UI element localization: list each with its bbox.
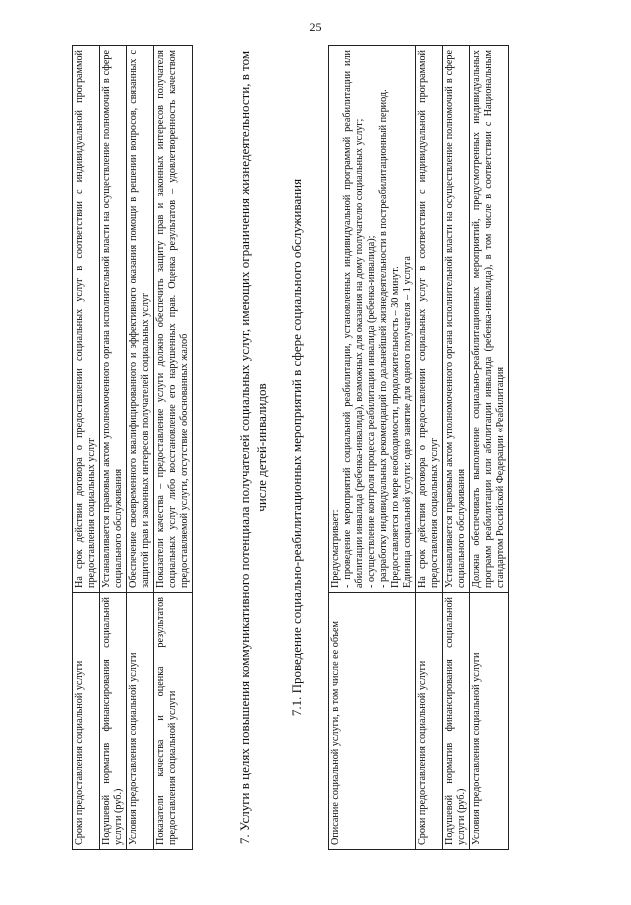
table-row <box>329 46 416 850</box>
row-label: Описание социальной услуги, в том числе ее объем <box>329 593 416 850</box>
description-line: - разработку индивидуальных рекомендаций по дальнейшей жизнедеятельности в постреабилитационный период. <box>378 89 389 588</box>
table-row <box>154 46 193 850</box>
section-7-1-heading: 7.1. Проведение социально-реабилитационных мероприятий в сфере социального обслуживания <box>289 178 304 717</box>
description-line: Предоставляется по мере необходимости, продолжительность – 30 минут. <box>390 266 401 588</box>
table-row <box>127 46 154 850</box>
description-line: - осуществление контроля процесса реабилитации инвалида (ребенка-инвалида); <box>366 235 377 588</box>
row-label: Показатели качества и оценка результатов предоставления социальной услуги <box>154 593 193 850</box>
row-label: Условия предоставления социальной услуги <box>127 593 154 850</box>
section-7-heading: 7. Услуги в целях повышения коммуникативного потенциала получателей социальных услуг, имеющих ограничения жизнедеятельности, в том числе детей-инвалидов <box>237 50 269 845</box>
table-row <box>470 46 509 850</box>
description-line: - проведение мероприятий социальной реабилитации, установленных индивидуальной программой реабилитации или абилитации инвалида (ребенка-инвалида), возможных для оказания на дому получателю социальных услуг; <box>342 50 365 588</box>
table-row <box>443 46 470 850</box>
row-text: Должна обеспечивать выполнение социально-реабилитационных мероприятий, предусмотренных индивидуальных программ реабилитации или абилитации инвалида (ребенка-инвалида), в том числе в соответствии с Национальным стандартом Российской Федерации «Реабилитация <box>470 46 509 593</box>
description-line: Предусматривает: <box>330 509 341 588</box>
row-label: Условия предоставления социальной услуги <box>470 593 509 850</box>
row-label: Подушевой норматив финансирования социальной услуги (руб.) <box>100 593 127 850</box>
row-text: На срок действия договора о предоставлении социальных услуг в соответствии с индивидуальной программой предоставления социальных услуг <box>73 46 100 593</box>
page-number: 25 <box>309 20 322 34</box>
rotated-page-content <box>72 45 562 850</box>
services-table-top <box>72 45 193 850</box>
description-line: Единица социальной услуги: одно занятие для одного получателя – 1 услуга <box>402 256 413 588</box>
table-row <box>100 46 127 850</box>
row-text: Устанавливается правовым актом уполномоченного органа исполнительной власти на осуществление полномочий в сфере социального обслуживания <box>100 46 127 593</box>
row-label: Подушевой норматив финансирования социальной услуги (руб.) <box>443 593 470 850</box>
description-cell <box>329 46 416 593</box>
row-label: Сроки предоставления социальной услуги <box>416 593 443 850</box>
row-text: Устанавливается правовым актом уполномоченного органа исполнительной власти на осуществление полномочий в сфере социального обслуживания <box>443 46 470 593</box>
table-row <box>73 46 100 850</box>
row-text: Обеспечение своевременного квалифицированного и эффективного оказания помощи в решении вопросов, связанных с защитой прав и законных интересов получателей социальных услуг <box>127 46 154 593</box>
table-row <box>416 46 443 850</box>
row-text: На срок действия договора о предоставлении социальных услуг в соответствии с индивидуальной программой предоставления социальных услуг <box>416 46 443 593</box>
services-table-bottom <box>328 45 509 850</box>
row-label: Сроки предоставления социальной услуги <box>73 593 100 850</box>
row-text: Показатели качества – предоставление услуги должно обеспечить защиту прав и законных интересов получателя социальных услуг либо восстановление его нарушенных прав. Оценка результатов – удовлетворенность качеством предоставляемой услуги, отсутствие обоснованных жалоб <box>154 46 193 593</box>
